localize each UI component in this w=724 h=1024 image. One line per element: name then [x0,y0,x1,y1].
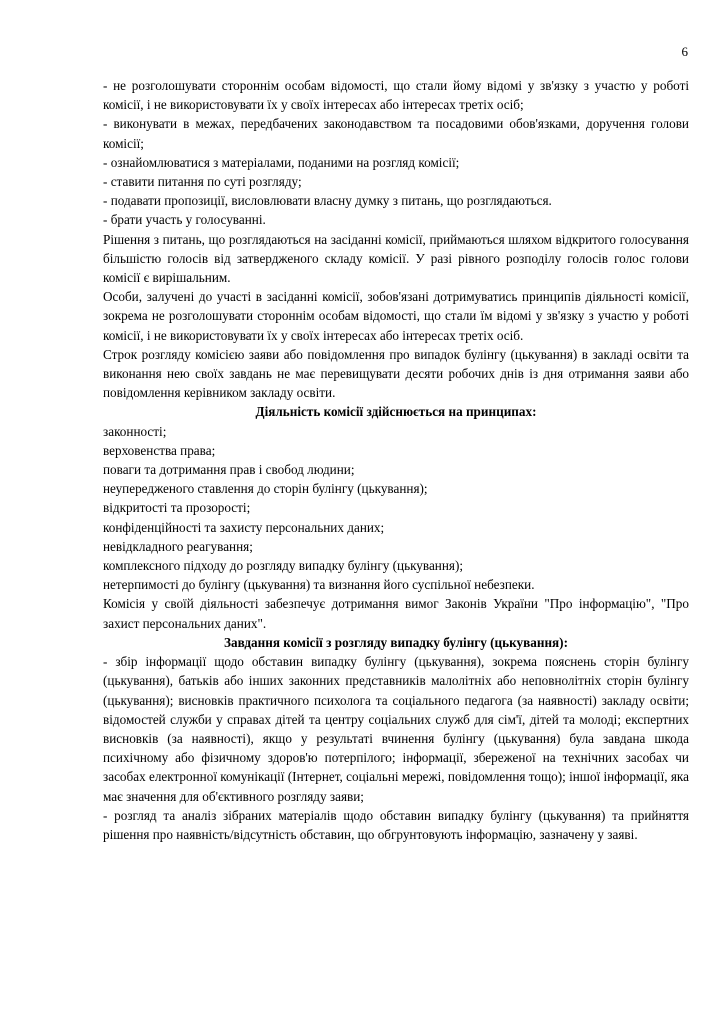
principle-item: конфіденційності та захисту персональних даних; [103,519,385,535]
principle-item: неупередженого ставлення до сторін булінгу (цькування); [103,481,428,497]
review-term-paragraph: Строк розгляду комісією заяви або повідомлення про випадок булінгу (цькування) в закладі освіти та виконання нею своїх завдань не має перевищувати десяти робочих днів із дня отримання заяви або повідомлення керівником закладу освіти. [103,346,689,401]
tasks-heading: Завдання комісії з розгляду випадку булінгу (цькування): [224,634,568,650]
principle-item: законності; [103,423,167,439]
right-vote: - брати участь у голосуванні. [103,212,266,228]
principle-item: нетерпимості до булінгу (цькування) та визнання його суспільної небезпеки. [103,577,535,593]
principles-heading: Діяльність комісії здійснюється на принципах: [255,404,537,420]
principle-item: поваги та дотримання прав і свобод людини; [103,462,355,478]
right-review-materials: - ознайомлюватися з матеріалами, поданими на розгляд комісії; [103,154,460,170]
task-collect-information: - збір інформації щодо обставин випадку булінгу (цькування), зокрема пояснень сторін булінгу (цькування), батьків або інших законних представників малолітніх або неповнолітніх сторін булінгу (цькування); висновків практичного психолога та соціального педагога (за наявності) закладу освіти; відомостей служби у справах дітей та центру соціальних служб для сім'ї, дітей та молоді; експертних висновків (за наявності), якщо у результаті вчинення булінгу (цькування) була завдана шкода психічному або фізичному здоров'ю потерпілого; інформації, збереженої на технічних засобах чи засобах електронної комунікації (Інтернет, соціальні мережі, повідомлення тощо); іншої інформації, яка має значення для об'єктивного розгляду заяви; [103,654,689,804]
duty-nondisclosure: - не розголошувати стороннім особам відомості, що стали йому відомі у зв'язку з участю у роботі комісії, і не використовувати їх у своїх інтересах або інтересах третіх осіб; [103,78,689,113]
principle-item: невідкладного реагування; [103,538,253,554]
principle-item: відкритості та прозорості; [103,500,251,516]
page-number: 6 [681,44,688,59]
duty-instructions: - виконувати в межах, передбачених законодавством та посадовими обов'язками, доручення голови комісії; [103,116,689,151]
principle-item: комплексного підходу до розгляду випадку булінгу (цькування); [103,558,464,574]
task-review-materials: - розгляд та аналіз зібраних матеріалів щодо обставин випадку булінгу (цькування) та прийняття рішення про наявність/відсутність обставин, що обгрунтовують інформацію, зазначену у заяві. [103,807,689,842]
laws-compliance-paragraph: Комісія у своїй діяльності забезпечує дотримання вимог Законів України "Про інформацію", "Про захист персональних даних". [103,596,689,631]
right-proposals: - подавати пропозиції, висловлювати власну думку з питань, що розглядаються. [103,193,552,209]
participants-paragraph: Особи, залучені до участі в засіданні комісії, зобов'язані дотримуватись принципів діяльності комісії, зокрема не розголошувати стороннім особам відомості, що стали їм відомі у зв'язку з участю у роботі комісії, і не використовувати їх у своїх інтересах або інтересах третіх осіб. [103,289,689,343]
document-body [103,76,689,844]
principle-item: верховенства права; [103,442,216,458]
decision-paragraph: Рішення з питань, що розглядаються на засіданні комісії, приймаються шляхом відкритого голосування більшістю голосів від затвердженого складу комісії. У разі рівного розподілу голосів голос голови комісії є вирішальним. [103,231,689,286]
right-raise-questions: - ставити питання по суті розгляду; [103,174,302,190]
